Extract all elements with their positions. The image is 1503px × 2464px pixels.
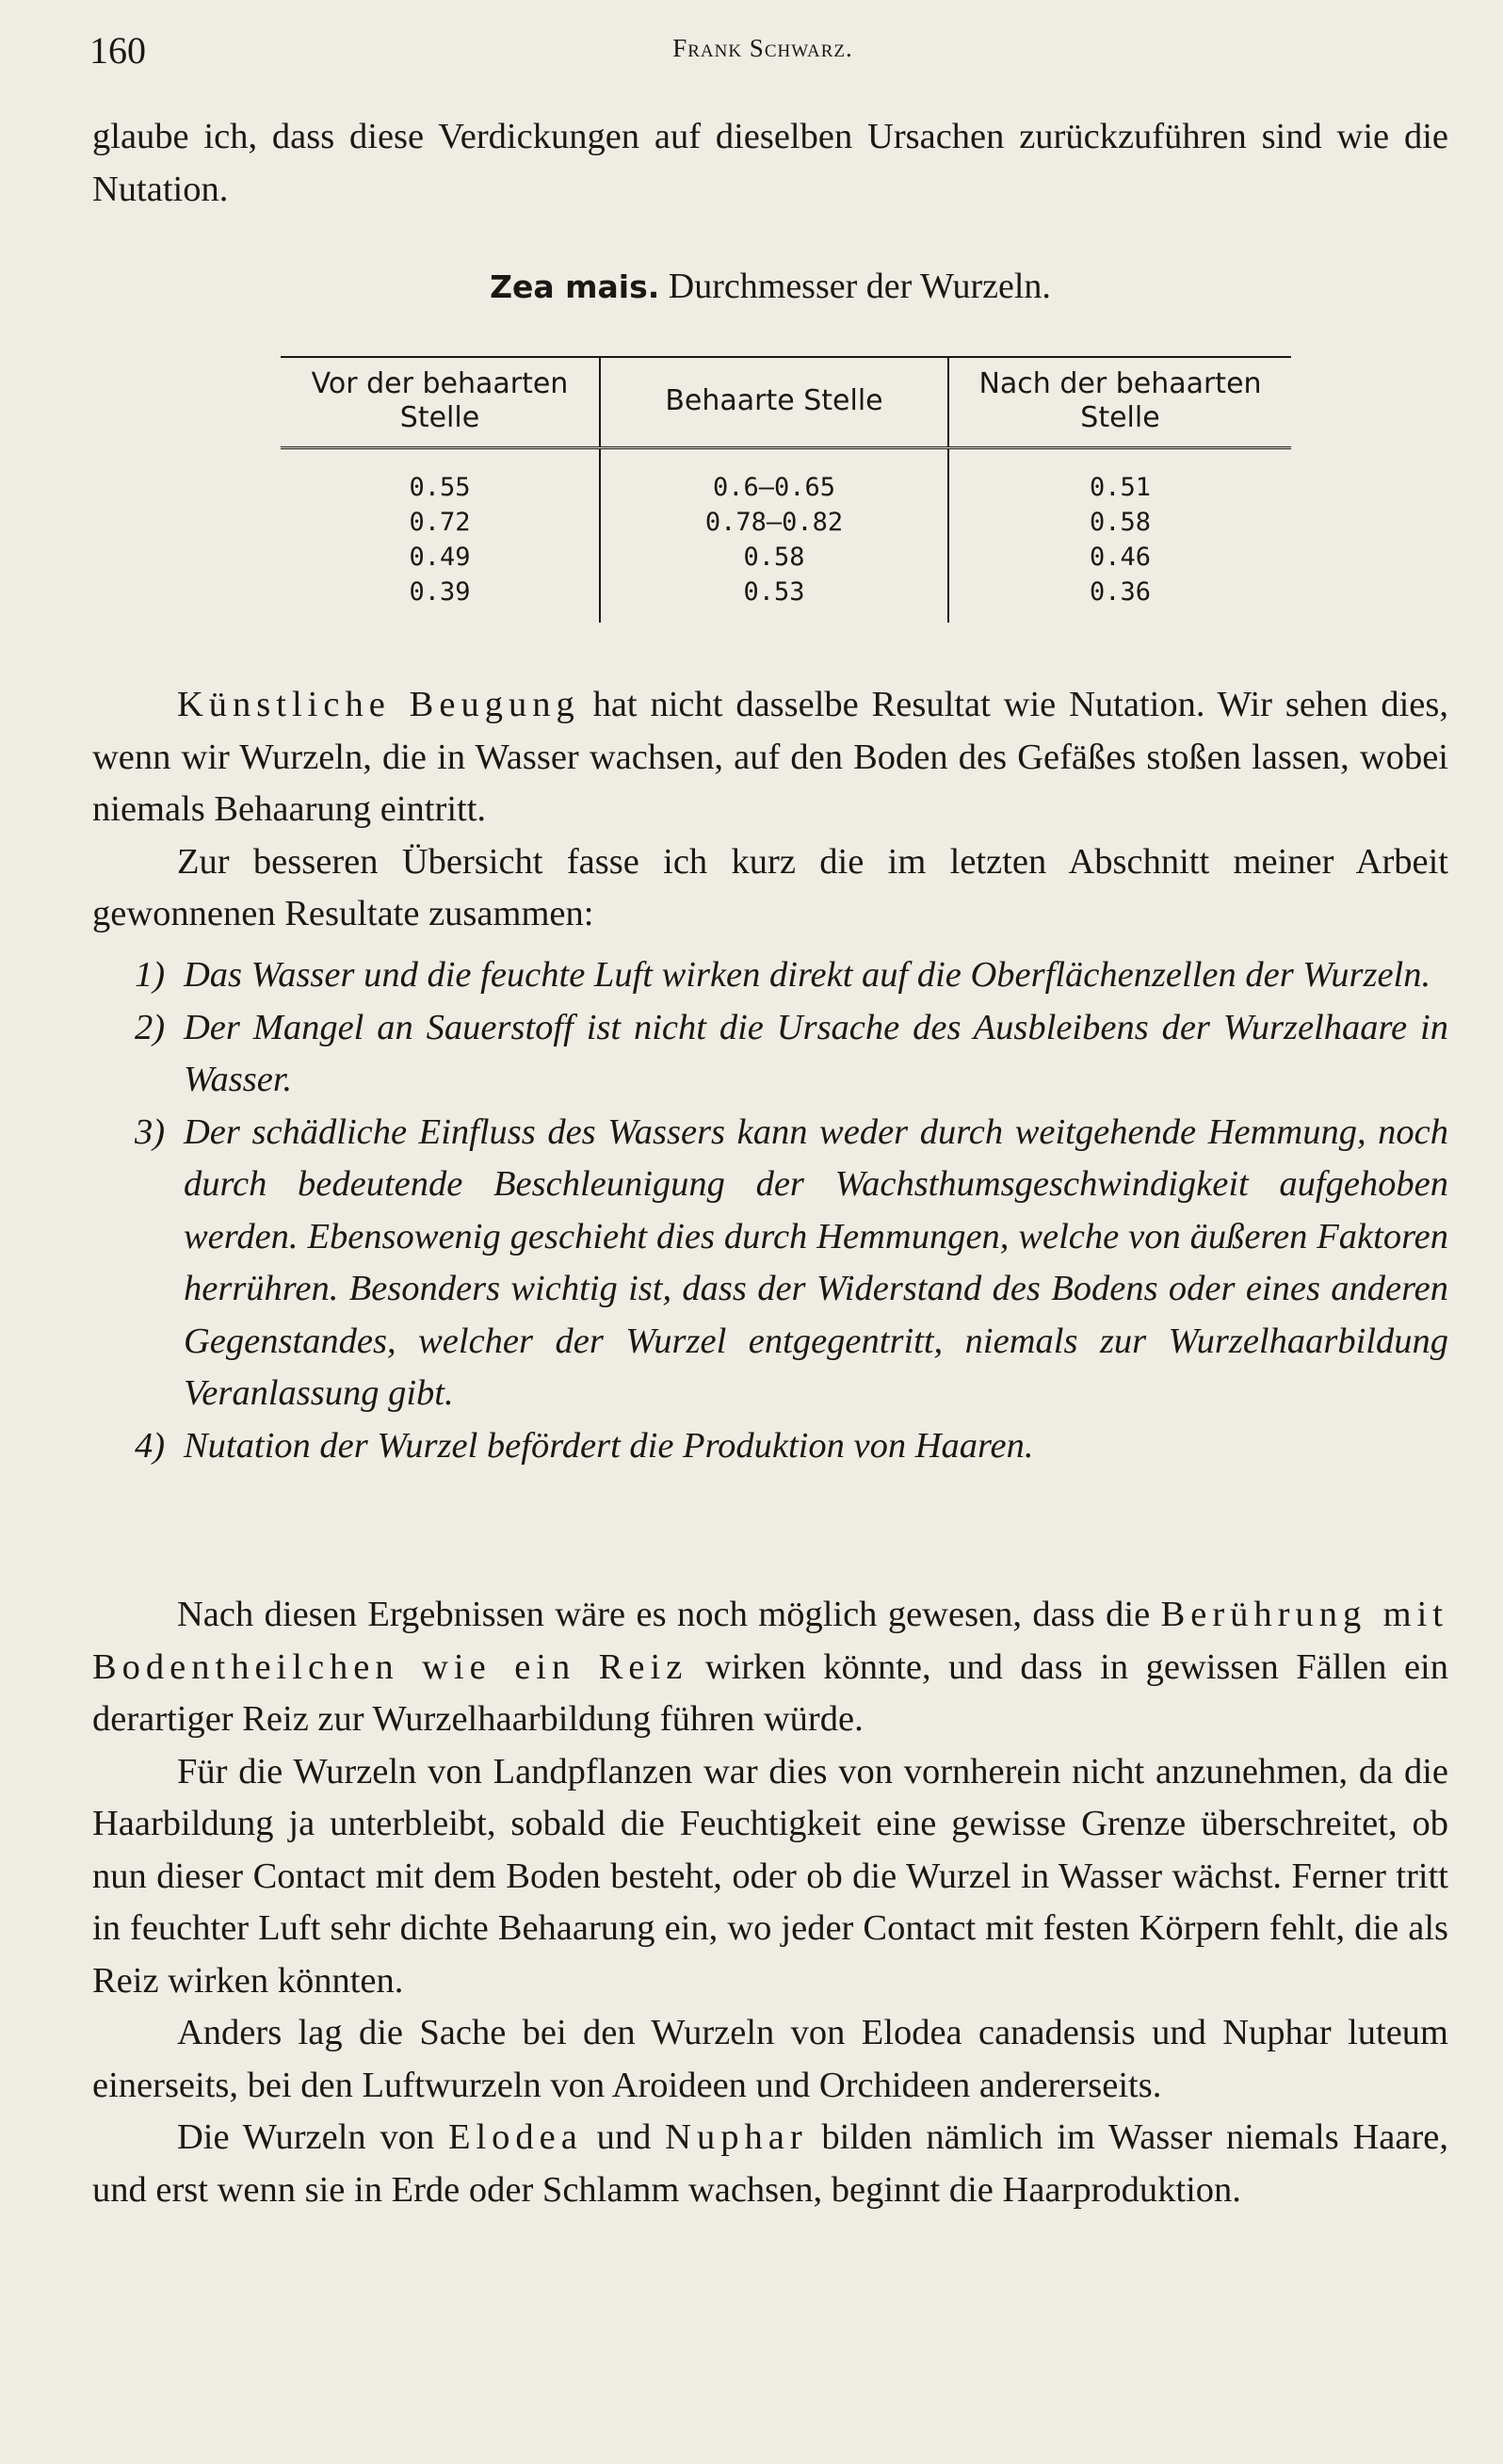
list-item-text: Nutation der Wurzel befördert die Produktion von Haaren. <box>184 1425 1034 1466</box>
paragraph-summary-intro: Zur besseren Übersicht fasse ich kurz die im letzten Abschnitt meiner Arbeit gewonnenen Resultate zusammen: <box>92 841 1448 933</box>
table-row <box>281 540 1291 575</box>
table-cell: 0.55 <box>409 473 471 502</box>
table-row <box>281 448 1291 506</box>
list-item <box>92 1002 1448 1107</box>
table-cell: 0.39 <box>409 577 471 607</box>
caption-title: Durchmesser der Wurzeln. <box>668 267 1051 306</box>
paragraph-land-plants: Für die Wurzeln von Landpflanzen war dies von vornherein nicht anzunehmen, da die Haarbildung ja unterbleibt, sobald die Feuchtigkeit eine gewisse Grenze überschreitet, ob nun dieser Contact mit dem Boden besteht, oder ob die Wurzel in Wasser wächst. Ferner tritt in feuchter Luft sehr dichte Behaarung ein, wo jeder Contact mit festen Körpern fehlt, die als Reiz wirken könnten. <box>92 1751 1448 2001</box>
paragraph-text: und <box>582 2117 666 2157</box>
list-number: 4) <box>135 1425 166 1466</box>
emphasis-spaced: Elodea <box>447 2117 583 2157</box>
paragraph-contact-stimulus <box>92 1589 1448 1746</box>
list-item <box>92 1420 1448 1473</box>
table-cell: 0.58 <box>600 540 948 575</box>
table-cell: 0.53 <box>600 575 948 623</box>
list-item-text: Der schädliche Einfluss des Wassers kann weder durch weitgehende Hemmung, noch durch bedeutende Beschleunigung der Wachsthumsgeschwindigkeit aufgehoben werden. Ebensowenig geschieht dies durch Hemmungen, welche von äußeren Faktoren herrühren. Besonders wichtig ist, dass der Widerstand des Bodens oder eines anderen Gegenstandes, welcher der Wurzel entgegentritt, niemals zur Wurzelhaarbildung Veranlassung gibt. <box>184 1111 1448 1413</box>
emphasis-spaced: Nuphar <box>665 2117 808 2157</box>
list-item-text: Der Mangel an Sauerstoff ist nicht die Ursache des Ausbleibens der Wurzelhaare in Wasser. <box>184 1007 1448 1099</box>
table-cell: 0.36 <box>948 575 1291 623</box>
page-number: 160 <box>89 29 146 72</box>
table-cell: 0.78—0.82 <box>600 505 948 540</box>
table-header-row <box>281 357 1291 448</box>
table-cell: 0.72 <box>409 508 471 537</box>
list-item <box>92 949 1448 1002</box>
list-item <box>92 1107 1448 1420</box>
table-cell: 0.51 <box>948 448 1291 506</box>
paragraph-text: Die Wurzeln von <box>177 2117 448 2157</box>
running-head: Frank Schwarz. <box>672 34 853 62</box>
page-header <box>89 28 1436 85</box>
table-cell: 0.6—0.65 <box>600 448 948 506</box>
results-intro <box>92 679 1448 941</box>
emphasis-spaced: Berührung mit Bodentheilchen wie ein Reiz <box>92 1595 1449 1687</box>
table-cell: 0.46 <box>948 540 1291 575</box>
table-caption <box>92 266 1448 307</box>
paragraph-artificial-bending <box>92 679 1448 836</box>
paragraph-text: hat nicht dasselbe Resultat wie Nutation. Wir sehen dies, wenn wir Wurzeln, die in Wasser wachsen, auf den Boden des Gefäßes stoßen lassen, wobei niemals Behaarung eintritt. <box>92 685 1449 829</box>
paragraph-elodea-nuphar: Anders lag die Sache bei den Wurzeln von Elodea canadensis und Nuphar luteum einerseits, bei den Luftwurzeln von Aroideen und Orchideen andererseits. <box>92 2013 1448 2105</box>
table-cell: 0.49 <box>409 543 471 572</box>
results-list <box>92 949 1448 1472</box>
paragraph-text: Nach diesen Ergebnissen wäre es noch möglich gewesen, dass die <box>177 1595 1161 1634</box>
paragraph-hair-production <box>92 2112 1448 2216</box>
list-number: 3) <box>135 1111 166 1152</box>
paragraph-text: bilden nämlich im Wasser niemals Haare, und erst wenn sie in Erde oder Schlamm wachsen, beginnt die Haarproduktion. <box>92 2117 1448 2210</box>
intro-paragraph <box>92 111 1448 216</box>
emphasis-spaced: Künstliche Beugung <box>177 685 580 724</box>
list-item-text: Das Wasser und die feuchte Luft wirken direkt auf die Oberflächenzellen der Wurzeln. <box>184 955 1431 995</box>
closing-section <box>92 1589 1448 2216</box>
table-row <box>281 575 1291 623</box>
column-header: Vor der behaarten Stelle <box>281 357 600 448</box>
list-number: 2) <box>135 1007 166 1047</box>
intro-text: glaube ich, dass diese Verdickungen auf dieselben Ursachen zurückzuführen sind wie die Nutation. <box>92 117 1448 209</box>
list-number: 1) <box>135 955 166 995</box>
column-header: Nach der behaarten Stelle <box>948 357 1291 448</box>
diameter-table <box>281 356 1291 623</box>
paragraph-text: wirken könnte, und dass in gewissen Fällen ein derartiger Reiz zur Wurzelhaarbildung führen würde. <box>92 1646 1449 1739</box>
table-cell: 0.58 <box>948 505 1291 540</box>
column-header: Behaarte Stelle <box>600 357 948 448</box>
table-row <box>281 505 1291 540</box>
caption-species: Zea mais. <box>490 268 660 305</box>
